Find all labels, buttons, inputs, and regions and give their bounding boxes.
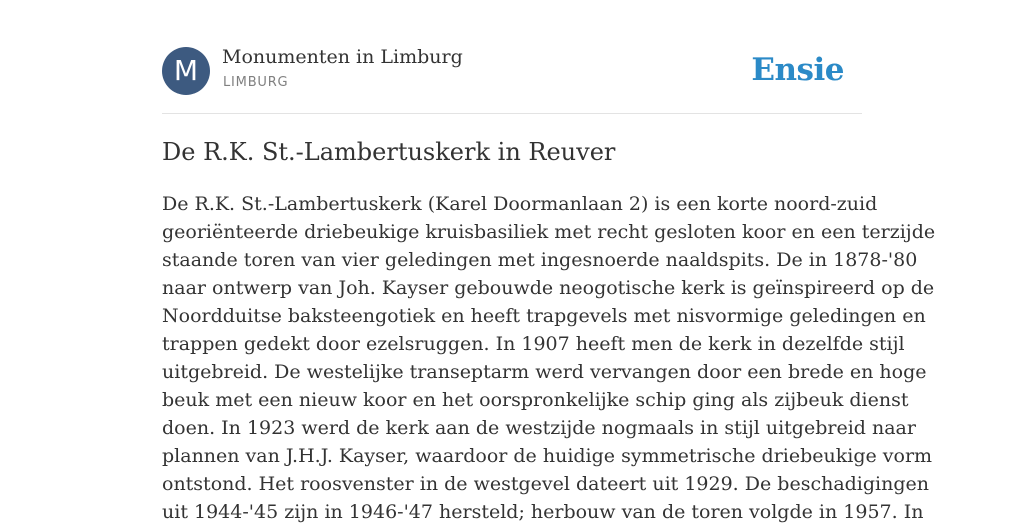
source-title-link[interactable]: Monumenten in Limburg <box>222 46 463 68</box>
article-line: Noordduitse baksteengotiek en heeft trapgevels met nisvormige geledingen en <box>162 305 926 327</box>
source-category[interactable]: LIMBURG <box>223 75 289 90</box>
article-body <box>162 190 936 526</box>
ensie-logo[interactable]: Ensie <box>751 52 844 88</box>
article-line: staande toren van vier geledingen met ingesnoerde naaldspits. De in 1878-'80 <box>162 249 918 271</box>
article-line: trappen gedekt door ezelsruggen. In 1907 heeft men de kerk in dezelfde stijl <box>162 333 905 355</box>
article-line: uit 1944-'45 zijn in 1946-'47 hersteld; herbouw van de toren volgde in 1957. In <box>162 501 924 523</box>
page-container <box>162 0 936 523</box>
article-line: plannen van J.H.J. Kayser, waardoor de huidige symmetrische driebeukige vorm <box>162 445 933 467</box>
article-line: naar ontwerp van Joh. Kayser gebouwde neogotische kerk is geïnspireerd op de <box>162 277 935 299</box>
article-line: ontstond. Het roosvenster in de westgevel dateert uit 1929. De beschadigingen <box>162 473 930 495</box>
article-line: georiënteerde driebeukige kruisbasiliek met recht gesloten koor en een terzijde <box>162 221 936 243</box>
source-avatar[interactable]: M <box>162 47 210 95</box>
article-title: De R.K. St.-Lambertuskerk in Reuver <box>162 138 616 166</box>
article-line: uitgebreid. De westelijke transeptarm werd vervangen door een brede en hoge <box>162 361 927 383</box>
article-line: beuk met een nieuw koor en het oorspronkelijke schip ging als zijbeuk dienst <box>162 389 909 411</box>
article-line: doen. In 1923 werd de kerk aan de westzijde nogmaals in stijl uitgebreid naar <box>162 417 916 439</box>
source-header <box>162 0 862 114</box>
article-line: De R.K. St.-Lambertuskerk (Karel Doormanlaan 2) is een korte noord-zuid <box>162 193 878 215</box>
